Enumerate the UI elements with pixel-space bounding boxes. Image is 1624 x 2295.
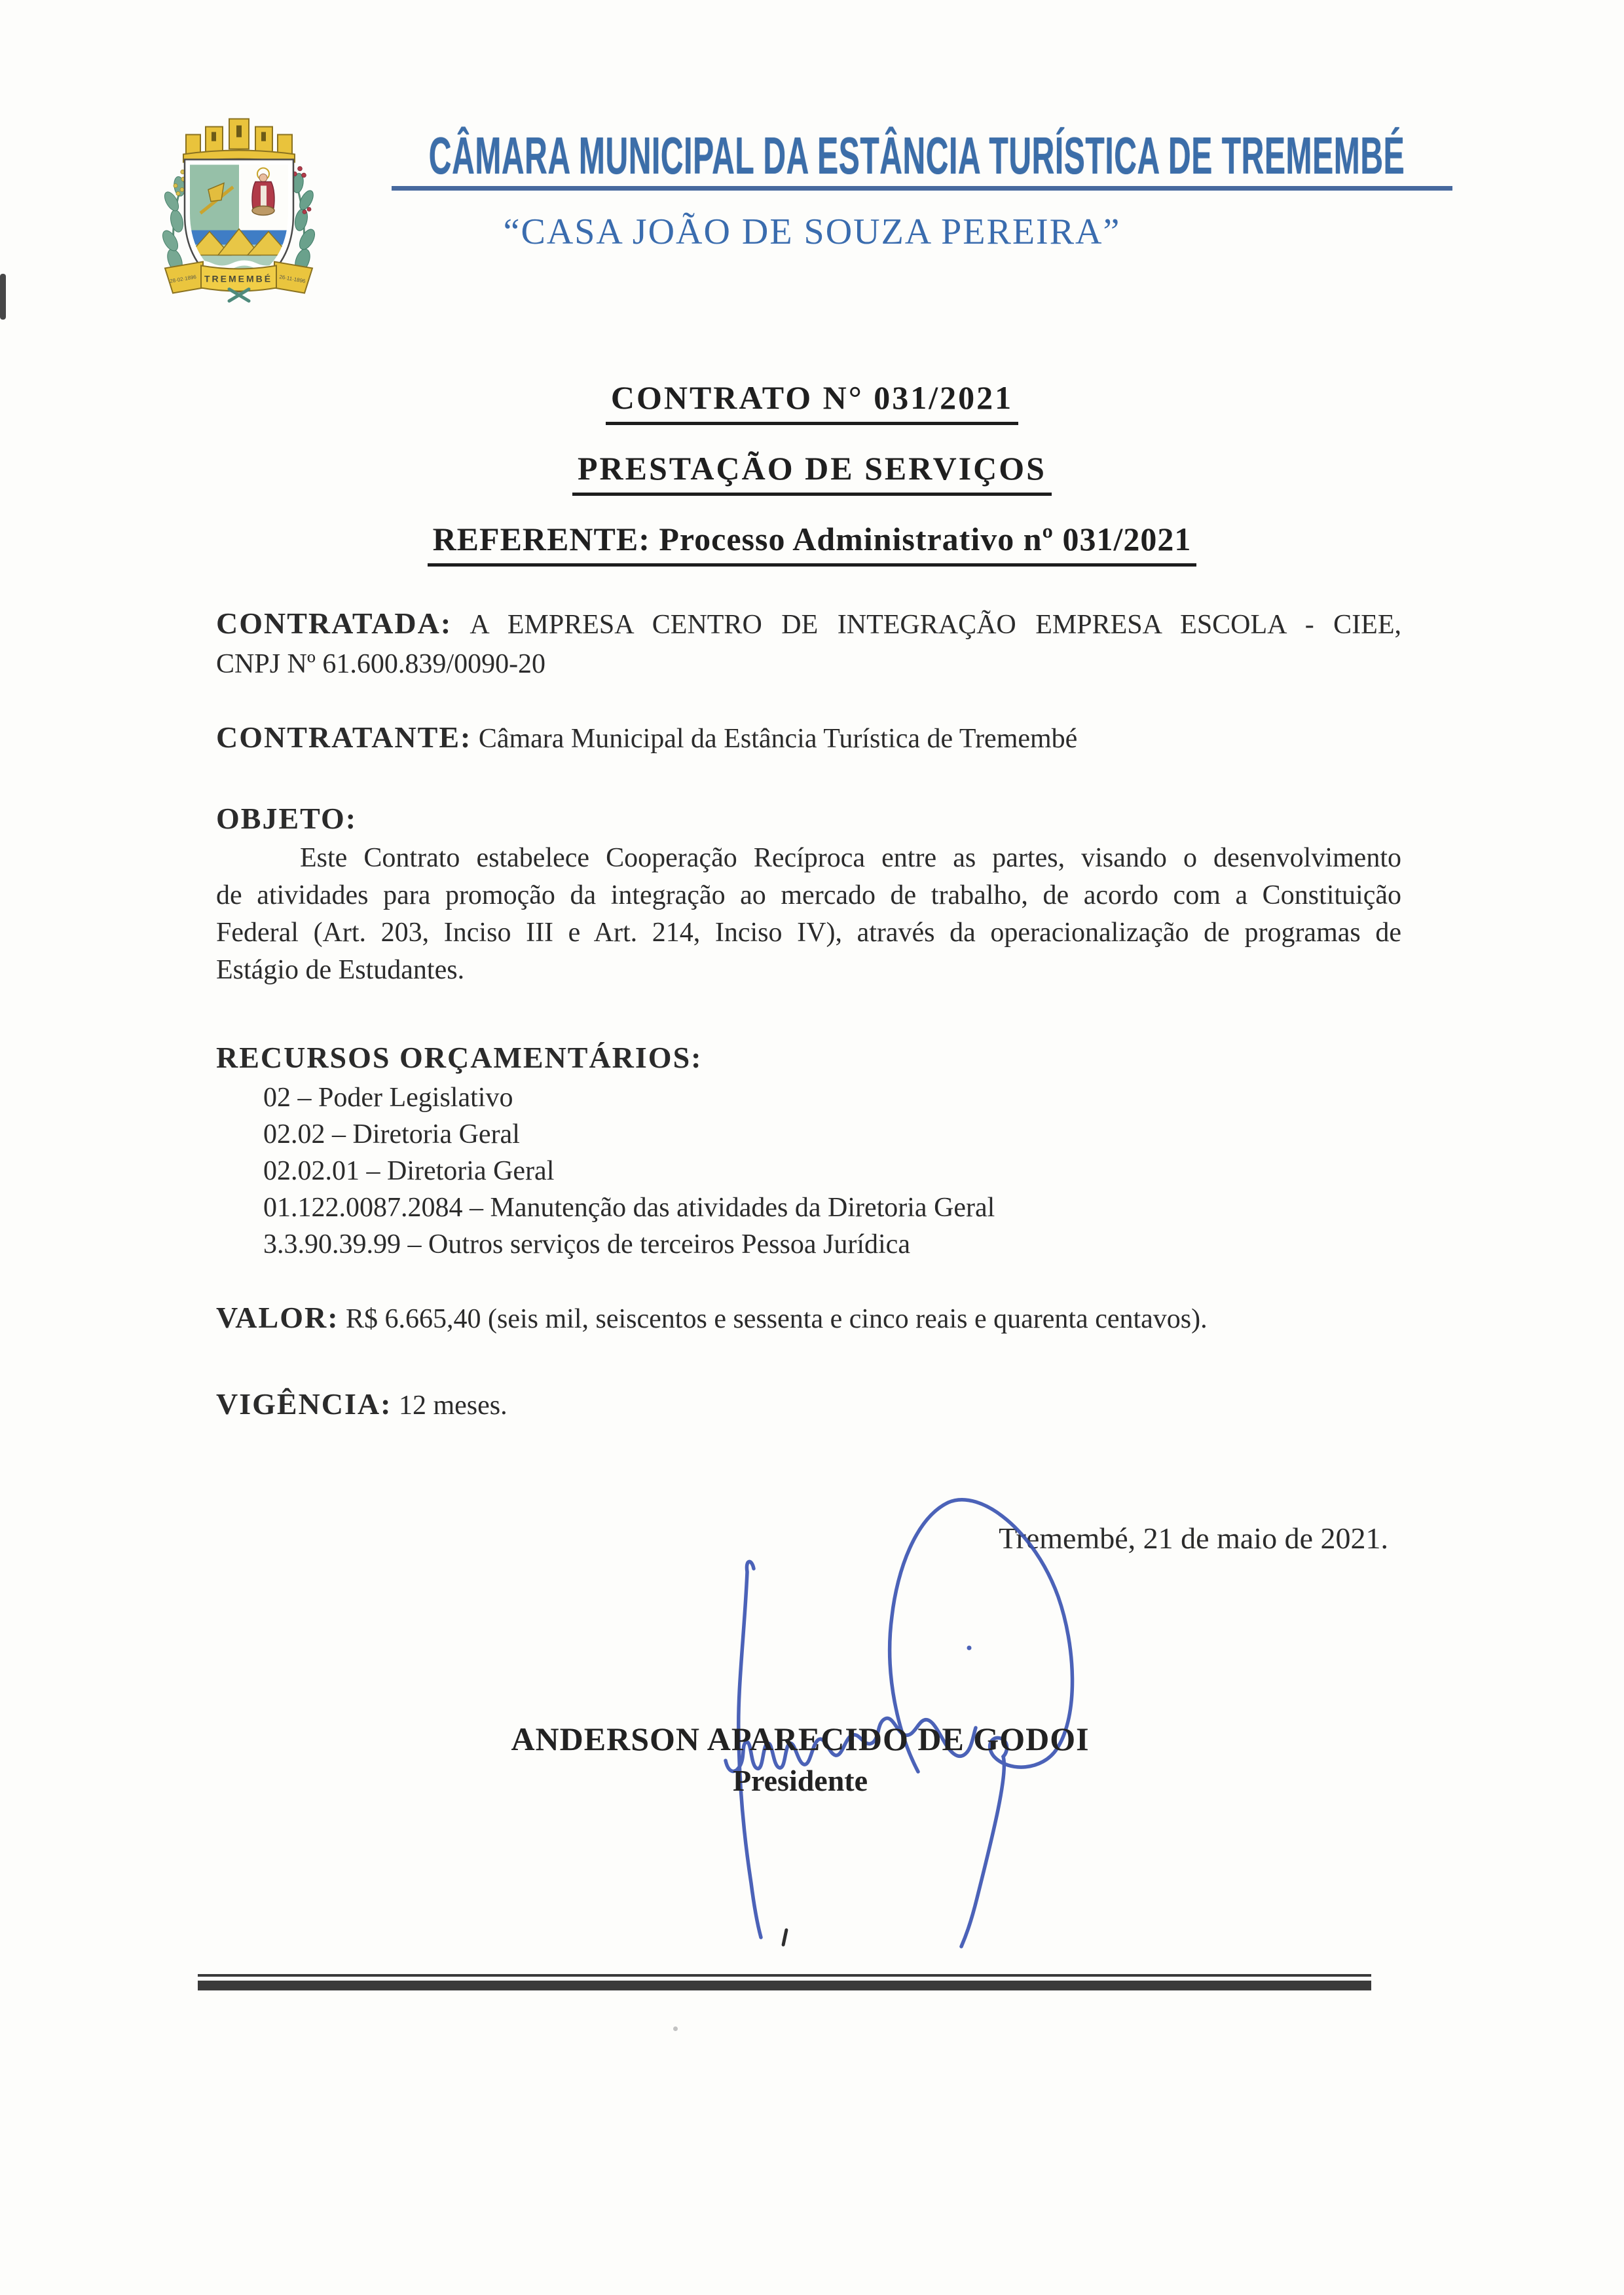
contratante-label: CONTRATANTE: (216, 720, 472, 754)
recursos-item-4: 01.122.0087.2084 – Manutenção das atividades da Diretoria Geral (263, 1193, 995, 1223)
house-name: “CASA JOÃO DE SOUZA PEREIRA” (503, 212, 1121, 252)
scan-edge-artifact (0, 274, 6, 320)
objeto-line-2: de atividades para promoção da integração ao mercado de trabalho, de acordo com a Constituição (216, 880, 1401, 910)
recursos-label: RECURSOS ORÇAMENTÁRIOS: (216, 1041, 703, 1074)
place-date-line: Tremembé, 21 de maio de 2021. (999, 1521, 1388, 1555)
recursos-item-2: 02.02 – Diretoria Geral (263, 1119, 520, 1149)
service-title (0, 449, 1624, 496)
reference-title (0, 520, 1624, 567)
footer-rule-thick (198, 1981, 1371, 1990)
valor-amount: R$ 6.665,40 (seis mil, seiscentos e sessenta e cinco reais e quarenta centavos). (346, 1304, 1208, 1334)
crest-banner-text: TREMEMBÉ (204, 273, 273, 284)
vigencia-section (216, 1385, 1401, 1425)
vigencia-duration: 12 meses. (398, 1390, 507, 1421)
recursos-item-3: 02.02.01 – Diretoria Geral (263, 1156, 555, 1186)
vigencia-label: VIGÊNCIA: (216, 1387, 392, 1421)
objeto-label: OBJETO: (216, 802, 358, 835)
contract-number-title: CONTRATO N° 031/2021 (606, 379, 1018, 425)
valor-section (216, 1298, 1401, 1339)
objeto-line-3: Federal (Art. 203, Inciso III e Art. 214, Inciso IV), através da operacionalização de programas de (216, 918, 1401, 948)
recursos-list (263, 1079, 1403, 1263)
objeto-paragraph (216, 840, 1401, 989)
footer-rule-thin (198, 1974, 1371, 1977)
objeto-line-1: Este Contrato estabelece Cooperação Recíproca entre as partes, visando o desenvolvimento (300, 843, 1401, 873)
recursos-item-1: 02 – Poder Legislativo (263, 1083, 513, 1113)
signer-role: Presidente (732, 1764, 868, 1797)
contratante-section (216, 718, 1401, 758)
contratada-label: CONTRATADA: (216, 606, 452, 640)
crest-mural-crown (183, 119, 295, 162)
contratada-section (216, 604, 1401, 684)
crest-banner-date-right: 26·11·1896 (278, 274, 306, 284)
objeto-section-label (216, 799, 1401, 840)
coat-of-arms-logo (145, 96, 332, 304)
organization-name: CÂMARA MUNICIPAL DA ESTÂNCIA TURÍSTICA DE TREMEMBÉ (428, 126, 1405, 185)
process-reference-title: REFERENTE: Processo Administrativo nº 031/2021 (428, 520, 1197, 567)
contract-title (0, 379, 1624, 425)
contratada-company: A EMPRESA CENTRO DE INTEGRAÇÃO EMPRESA ESCOLA - CIEE, (470, 610, 1401, 640)
objeto-line-4: Estágio de Estudantes. (216, 955, 465, 985)
valor-label: VALOR: (216, 1301, 339, 1334)
contratada-line1 (216, 604, 1401, 644)
contratante-name: Câmara Municipal da Estância Turística de Tremembé (478, 724, 1078, 754)
header-underline (392, 186, 1452, 191)
contratada-cnpj: CNPJ Nº 61.600.839/0090-20 (216, 649, 546, 679)
recursos-item-5: 3.3.90.39.99 – Outros serviços de terceiros Pessoa Jurídica (263, 1229, 910, 1259)
service-type-title: PRESTAÇÃO DE SERVIÇOS (572, 449, 1052, 496)
signer-name: ANDERSON APARECIDO DE GODOI (511, 1721, 1090, 1757)
crest-banner-date-left: 28·02·1896 (169, 274, 197, 285)
scan-dot-artifact (673, 2026, 678, 2031)
recursos-section-label (216, 1038, 1401, 1079)
